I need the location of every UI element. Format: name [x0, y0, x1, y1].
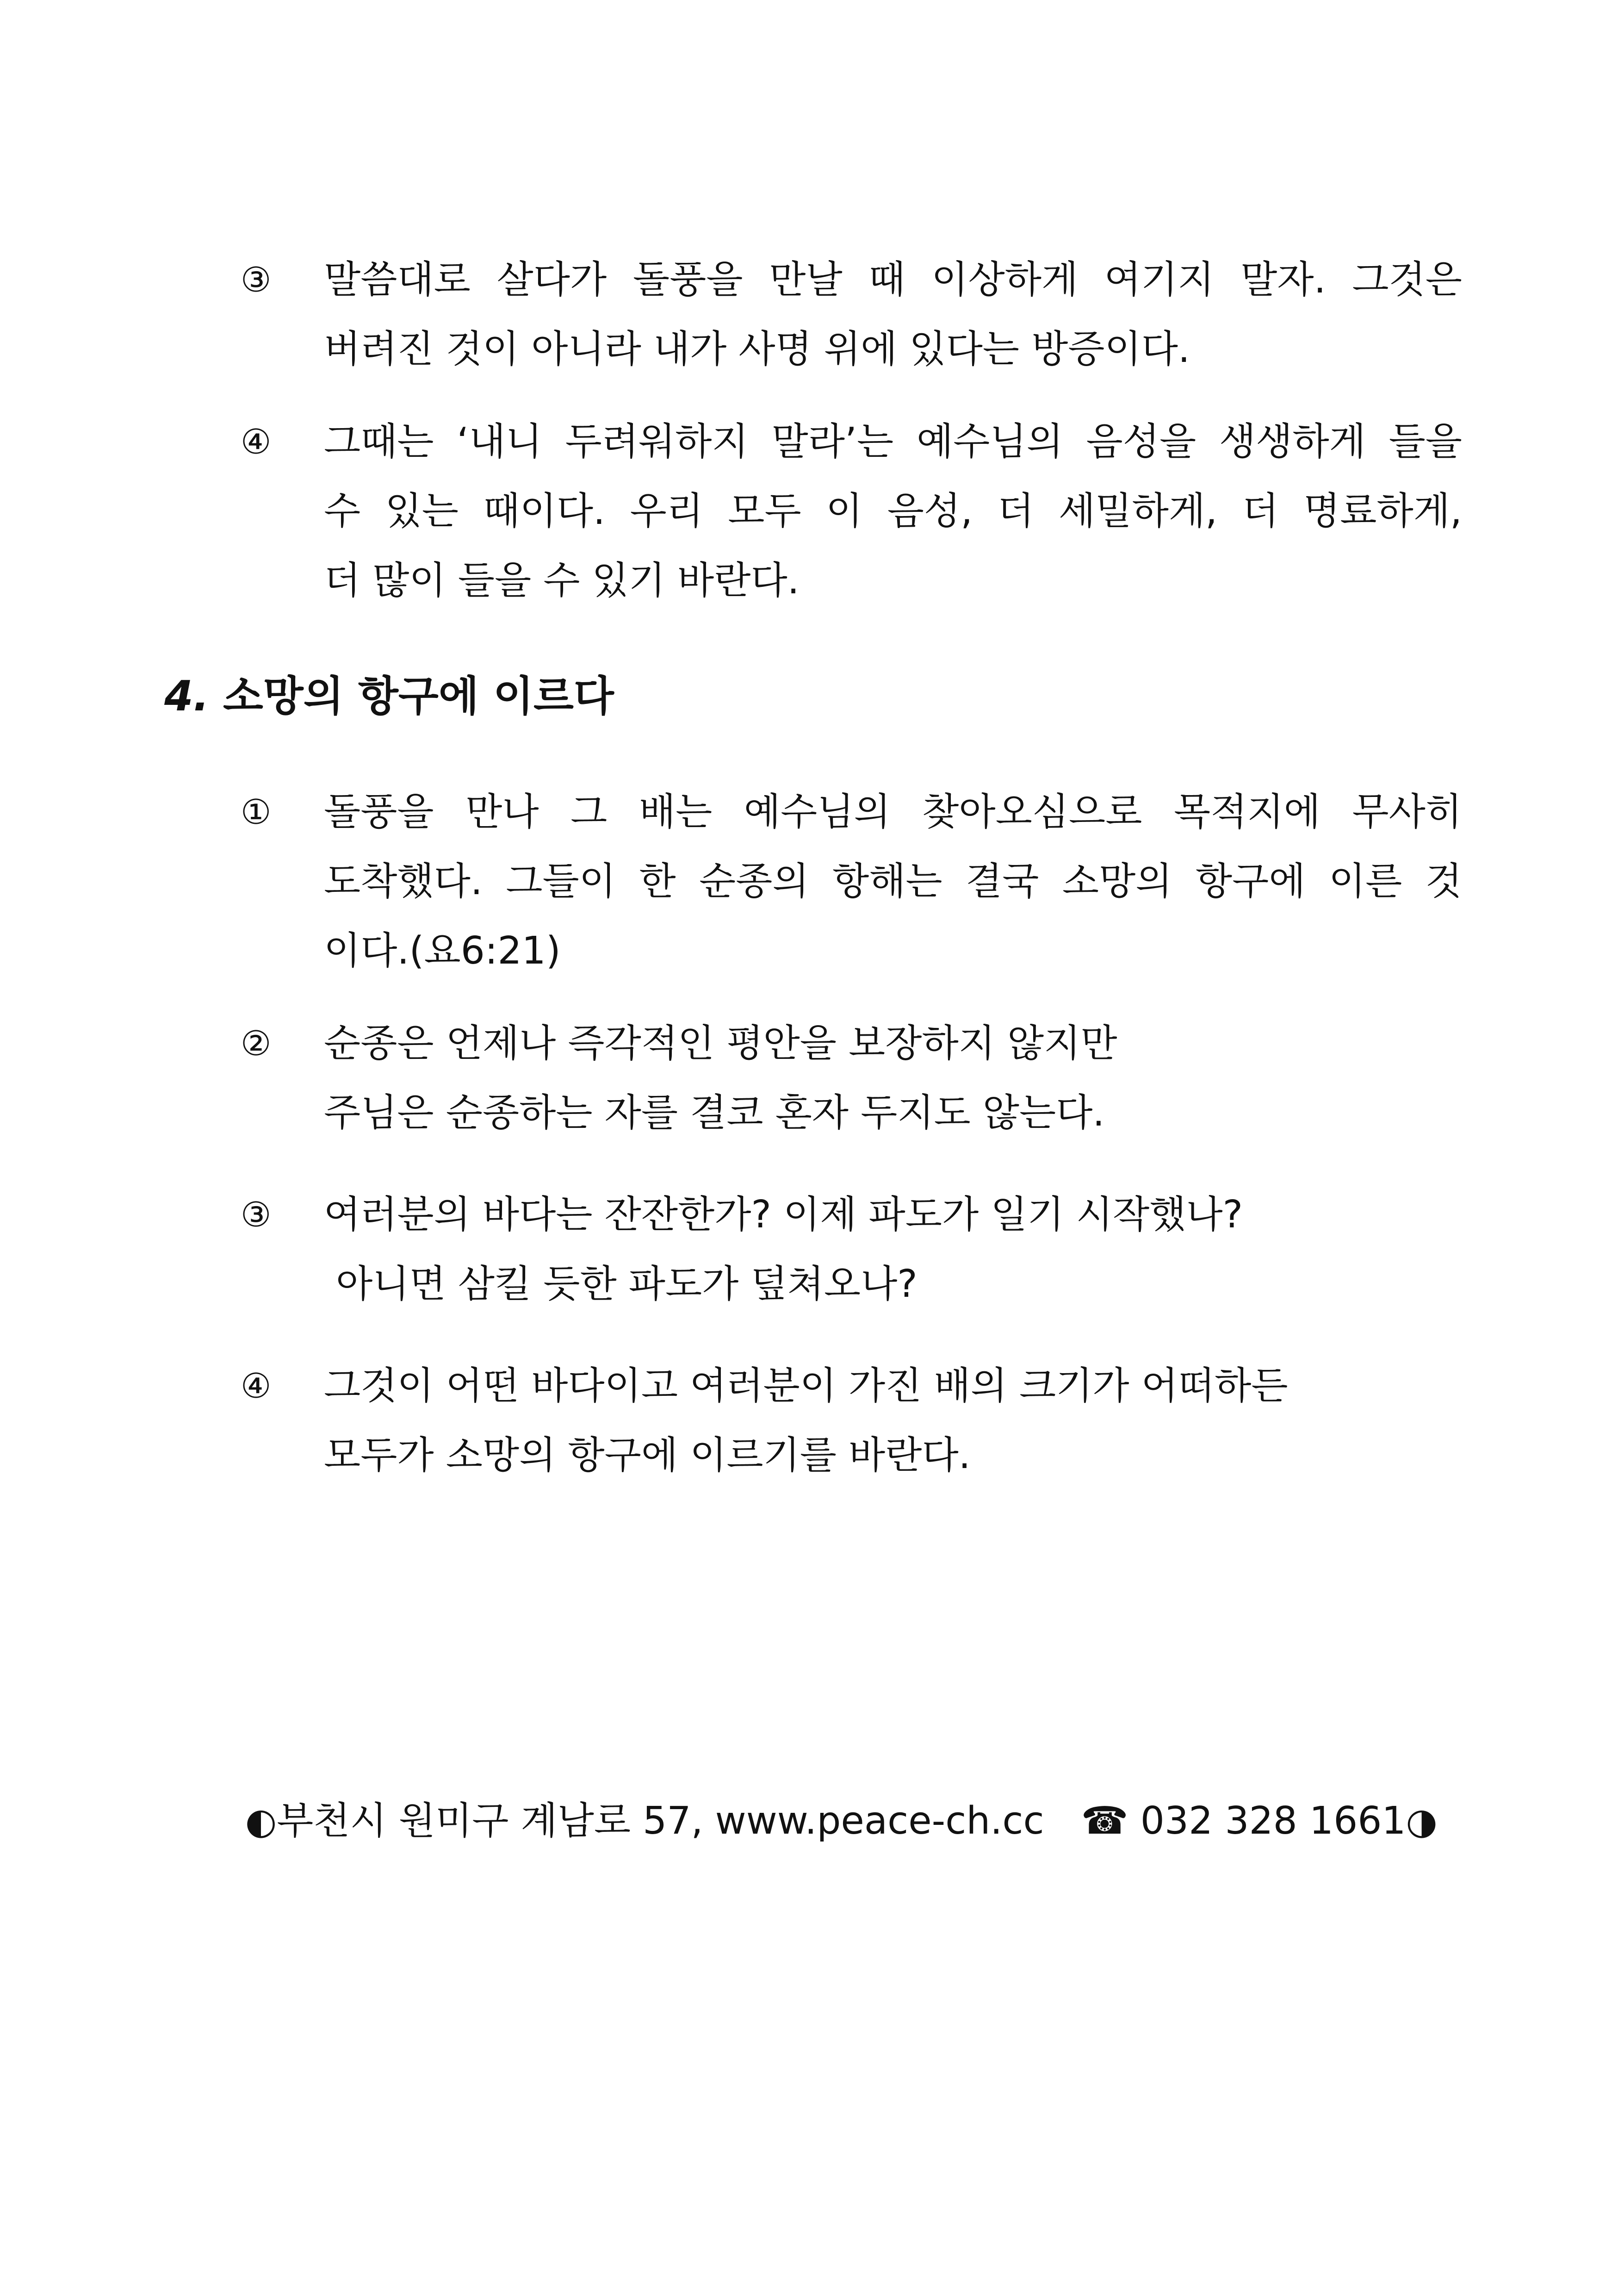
item-text-line: 버려진 것이 아니라 내가 사명 위에 있다는 방증이다.: [324, 327, 1190, 371]
section-title: 소망의 항구에 이르다: [223, 672, 614, 721]
item-text-line: 더 많이 들을 수 있기 바란다.: [324, 559, 800, 603]
item-text-line: 돌풍을 만나 그 배는 예수님의 찾아오심으로 목적지에 무사히: [324, 790, 1462, 834]
item-text-line: 여러분의 바다는 잔잔한가? 이제 파도가 일기 시작했나?: [324, 1193, 1243, 1237]
list-item: [241, 1351, 1462, 1490]
item-text-line: 모두가 소망의 항구에 이르기를 바란다.: [324, 1433, 971, 1477]
church-footer: [245, 1786, 1438, 1856]
section-heading: [164, 662, 614, 731]
item-text-line: 그때는 ‘내니 두려워하지 말라’는 예수님의 음성을 생생하게 들을: [324, 420, 1462, 464]
item-number: ①: [241, 792, 272, 832]
phone-icon: ☎: [1081, 1799, 1128, 1843]
list-item: [241, 1180, 1462, 1319]
half-circle-right-icon: ◑: [1406, 1801, 1438, 1842]
item-text-line: 아니면 삼킬 듯한 파도가 덮쳐오나?: [324, 1262, 917, 1306]
list-item: [241, 778, 1462, 986]
item-text-line: 순종은 언제나 즉각적인 평안을 보장하지 않지만: [324, 1021, 1117, 1065]
item-text-line: 이다.(요6:21): [324, 929, 561, 973]
footer-phone: 032 328 1661: [1140, 1799, 1406, 1843]
item-text-line: 말씀대로 살다가 돌풍을 만날 때 이상하게 여기지 말자. 그것은: [324, 258, 1462, 302]
item-number: ③: [241, 260, 272, 300]
list-item: [241, 245, 1462, 384]
footer-address: 부천시 원미구 계남로 57, www.peace-ch.cc: [277, 1799, 1044, 1843]
item-number: ④: [241, 1366, 272, 1406]
item-number: ③: [241, 1195, 272, 1235]
item-number: ②: [241, 1024, 272, 1064]
list-item: [241, 407, 1462, 616]
section-number: 4.: [164, 672, 209, 721]
item-text-line: 도착했다. 그들이 한 순종의 항해는 결국 소망의 항구에 이른 것: [324, 859, 1462, 903]
item-text-line: 그것이 어떤 바다이고 여러분이 가진 배의 크기가 어떠하든: [324, 1364, 1288, 1408]
list-item: [241, 1009, 1462, 1148]
item-text-line: 수 있는 때이다. 우리 모두 이 음성, 더 세밀하게, 더 명료하게,: [324, 489, 1462, 533]
half-circle-left-icon: ◐: [245, 1801, 277, 1842]
item-text-line: 주님은 순종하는 자를 결코 혼자 두지도 않는다.: [324, 1091, 1105, 1135]
item-number: ④: [241, 422, 272, 462]
